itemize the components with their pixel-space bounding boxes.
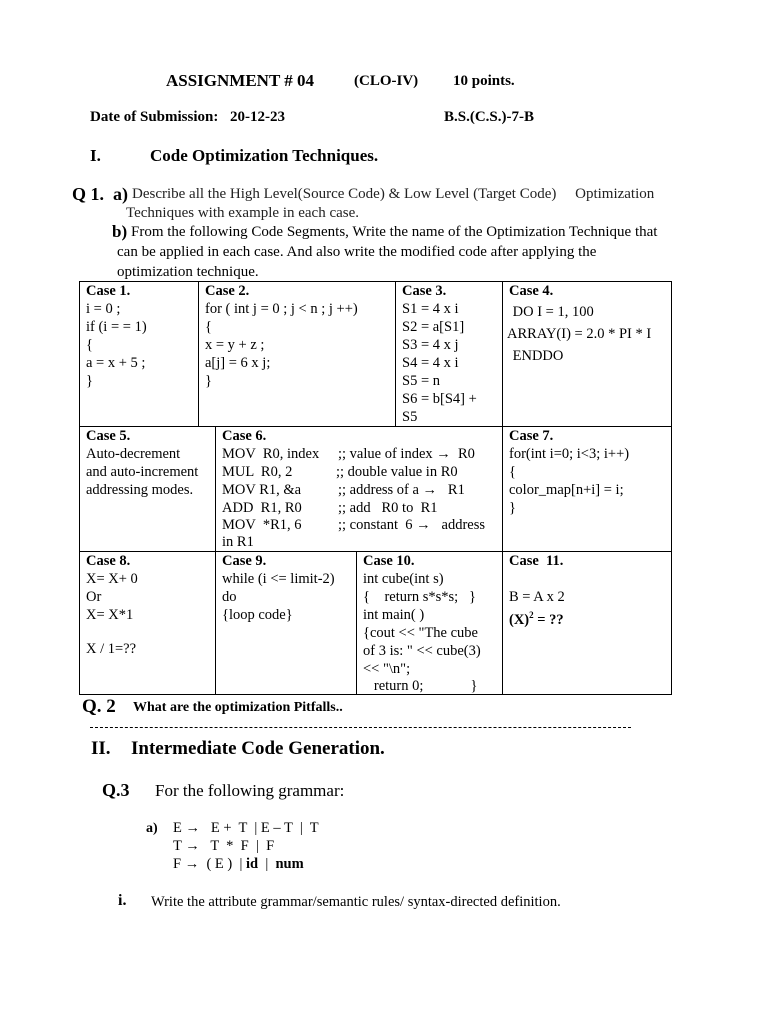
case-11-line: B = A x 2 <box>509 589 565 605</box>
case-6-comment: ;; value of index → R0 <box>338 446 475 462</box>
case-2-line: for ( int j = 0 ; j < n ; j ++) <box>205 301 358 317</box>
case-4-title: Case 4. <box>509 283 554 299</box>
case-6-instruction: MOV R1, &a <box>222 482 302 498</box>
case-7-cell <box>502 426 672 552</box>
case-6-instruction: MOV *R1, 6 <box>222 517 302 533</box>
case-9-line: while (i <= limit-2) <box>222 571 335 587</box>
assignment-title: ASSIGNMENT # 04 <box>166 71 314 90</box>
q1-a-label: a) <box>113 184 128 204</box>
case-3-cell <box>395 281 503 427</box>
case-7-line: color_map[n+i] = i; <box>509 482 624 498</box>
case-10-cell <box>356 551 503 695</box>
case-6-instruction: MUL R0, 2 <box>222 464 293 480</box>
case-6-comment: ;; address of a → R1 <box>338 482 465 498</box>
case-4-line: DO I = 1, 100 <box>509 304 594 320</box>
case-8-line: X / 1=?? <box>86 641 137 657</box>
case-10-title: Case 10. <box>363 553 415 569</box>
q3-label: Q.3 <box>102 780 130 800</box>
case-11-title: Case 11. <box>509 553 564 569</box>
case-5-line: addressing modes. <box>86 482 194 498</box>
q2-text: What are the optimization Pitfalls.. <box>133 700 343 715</box>
case-6-comment: ;; constant 6 → address <box>338 517 485 533</box>
case-1-title: Case 1. <box>86 283 131 299</box>
case-11-base: (X) <box>509 611 530 628</box>
case-6-instruction: MOV R0, index <box>222 446 320 462</box>
case-9-title: Case 9. <box>222 553 267 569</box>
case-10-line: int cube(int s) <box>363 571 444 587</box>
grammar-rule-e: E → E + T | E – T | T <box>173 820 319 836</box>
case-6-instruction: ADD R1, R0 <box>222 500 302 516</box>
grammar-a-label: a) <box>146 821 158 836</box>
q1-b-label: b) <box>112 222 128 241</box>
class-label: B.S.(C.S.)-7-B <box>444 109 535 125</box>
case-6-cell <box>215 426 503 552</box>
case-4-line: ENDDO <box>509 348 564 364</box>
case-8-cell <box>79 551 216 695</box>
clo-label: (CLO-IV) <box>354 73 419 89</box>
case-6-comment: ;; add R0 to R1 <box>338 500 438 516</box>
case-7-line: { <box>509 464 516 480</box>
case-8-line: X= X*1 <box>86 607 134 623</box>
case-2-cell <box>198 281 396 427</box>
case-1-line: i = 0 ; <box>86 301 121 317</box>
case-2-line: x = y + z ; <box>205 337 265 353</box>
case-7-line: for(int i=0; i<3; i++) <box>509 446 630 462</box>
case-5-title: Case 5. <box>86 428 131 444</box>
case-3-line: S5 = n <box>402 373 440 389</box>
case-9-cell <box>215 551 357 695</box>
case-6-title: Case 6. <box>222 428 267 444</box>
section-divider <box>90 727 631 728</box>
case-1-line: if (i = = 1) <box>86 319 147 335</box>
q1-b-text-line-2: can be applied in each case. And also write the modified code after applying the <box>117 244 597 260</box>
case-3-line: S1 = 4 x i <box>402 301 459 317</box>
case-6-comment: ;; double value in R0 <box>336 464 458 480</box>
q1-b-text-line-1: From the following Code Segments, Write the name of the Optimization Technique that <box>131 224 658 240</box>
section-2-title: Intermediate Code Generation. <box>131 738 385 759</box>
submission-date-label: Date of Submission: <box>90 109 219 125</box>
q1-label: Q 1. <box>72 184 105 204</box>
sub-question-i-label: i. <box>118 892 127 909</box>
case-7-line: } <box>509 500 516 516</box>
grammar-rule-f <box>173 856 304 873</box>
section-2-numeral: II. <box>91 738 111 759</box>
case-3-line: S2 = a[S1] <box>402 319 465 335</box>
case-10-line: of 3 is: " << cube(3) <box>363 643 481 659</box>
case-11-exponent: 2 <box>529 610 534 620</box>
case-4-line: ARRAY(I) = 2.0 * PI * I <box>507 326 652 342</box>
case-11-cell <box>502 551 672 695</box>
case-9-line: {loop code} <box>222 607 293 623</box>
case-7-title: Case 7. <box>509 428 554 444</box>
case-1-line: { <box>86 337 93 353</box>
section-1-title: Code Optimization Techniques. <box>150 146 379 165</box>
points-label: 10 points. <box>453 73 515 89</box>
q1-b-text-line-3: optimization technique. <box>117 264 259 280</box>
case-11-tail: = ?? <box>533 611 564 628</box>
case-3-title: Case 3. <box>402 283 447 299</box>
case-2-line: } <box>205 373 212 389</box>
case-1-cell <box>79 281 199 427</box>
case-8-line: X= X+ 0 <box>86 571 138 587</box>
grammar-rule-t: T → T * F | F <box>173 838 275 854</box>
case-10-line: << "\n"; <box>363 661 411 677</box>
sub-question-i-text: Write the attribute grammar/semantic rules/ syntax-directed definition. <box>151 894 561 910</box>
case-3-line: S6 = b[S4] + <box>402 391 477 407</box>
case-3-line: S3 = 4 x j <box>402 337 459 353</box>
case-6-tail: in R1 <box>222 534 254 550</box>
case-11-square-expression <box>509 607 564 629</box>
grammar-rule-f-prefix: F → ( E ) | <box>173 856 246 872</box>
case-1-line: } <box>86 373 93 389</box>
case-10-line: {cout << "The cube <box>363 625 478 641</box>
grammar-token-num: num <box>275 856 304 872</box>
q1-a-text-line-1: Describe all the High Level(Source Code) & Low Level (Target Code) Optimization <box>132 186 655 202</box>
case-10-line: return 0; } <box>363 678 478 694</box>
q1-a-text-line-2: Techniques with example in each case. <box>126 205 360 221</box>
case-2-line: a[j] = 6 x j; <box>205 355 271 371</box>
submission-date-value: 20-12-23 <box>230 109 285 125</box>
q3-text: For the following grammar: <box>155 781 345 800</box>
case-3-line: S5 <box>402 409 418 425</box>
section-1-numeral: I. <box>90 146 101 165</box>
grammar-rule-f-separator: | <box>258 856 276 872</box>
case-4-cell <box>502 281 672 427</box>
case-2-title: Case 2. <box>205 283 250 299</box>
case-1-line: a = x + 5 ; <box>86 355 146 371</box>
case-10-line: { return s*s*s; } <box>363 589 476 605</box>
case-8-title: Case 8. <box>86 553 131 569</box>
case-9-line: do <box>222 589 237 605</box>
case-10-line: int main( ) <box>363 607 425 623</box>
case-5-line: and auto-increment <box>86 464 199 480</box>
case-5-cell <box>79 426 216 552</box>
case-2-line: { <box>205 319 212 335</box>
grammar-token-id: id <box>245 856 259 872</box>
case-5-line: Auto-decrement <box>86 446 181 462</box>
case-3-line: S4 = 4 x i <box>402 355 459 371</box>
case-8-line: Or <box>86 589 102 605</box>
q2-label: Q. 2 <box>82 696 116 717</box>
